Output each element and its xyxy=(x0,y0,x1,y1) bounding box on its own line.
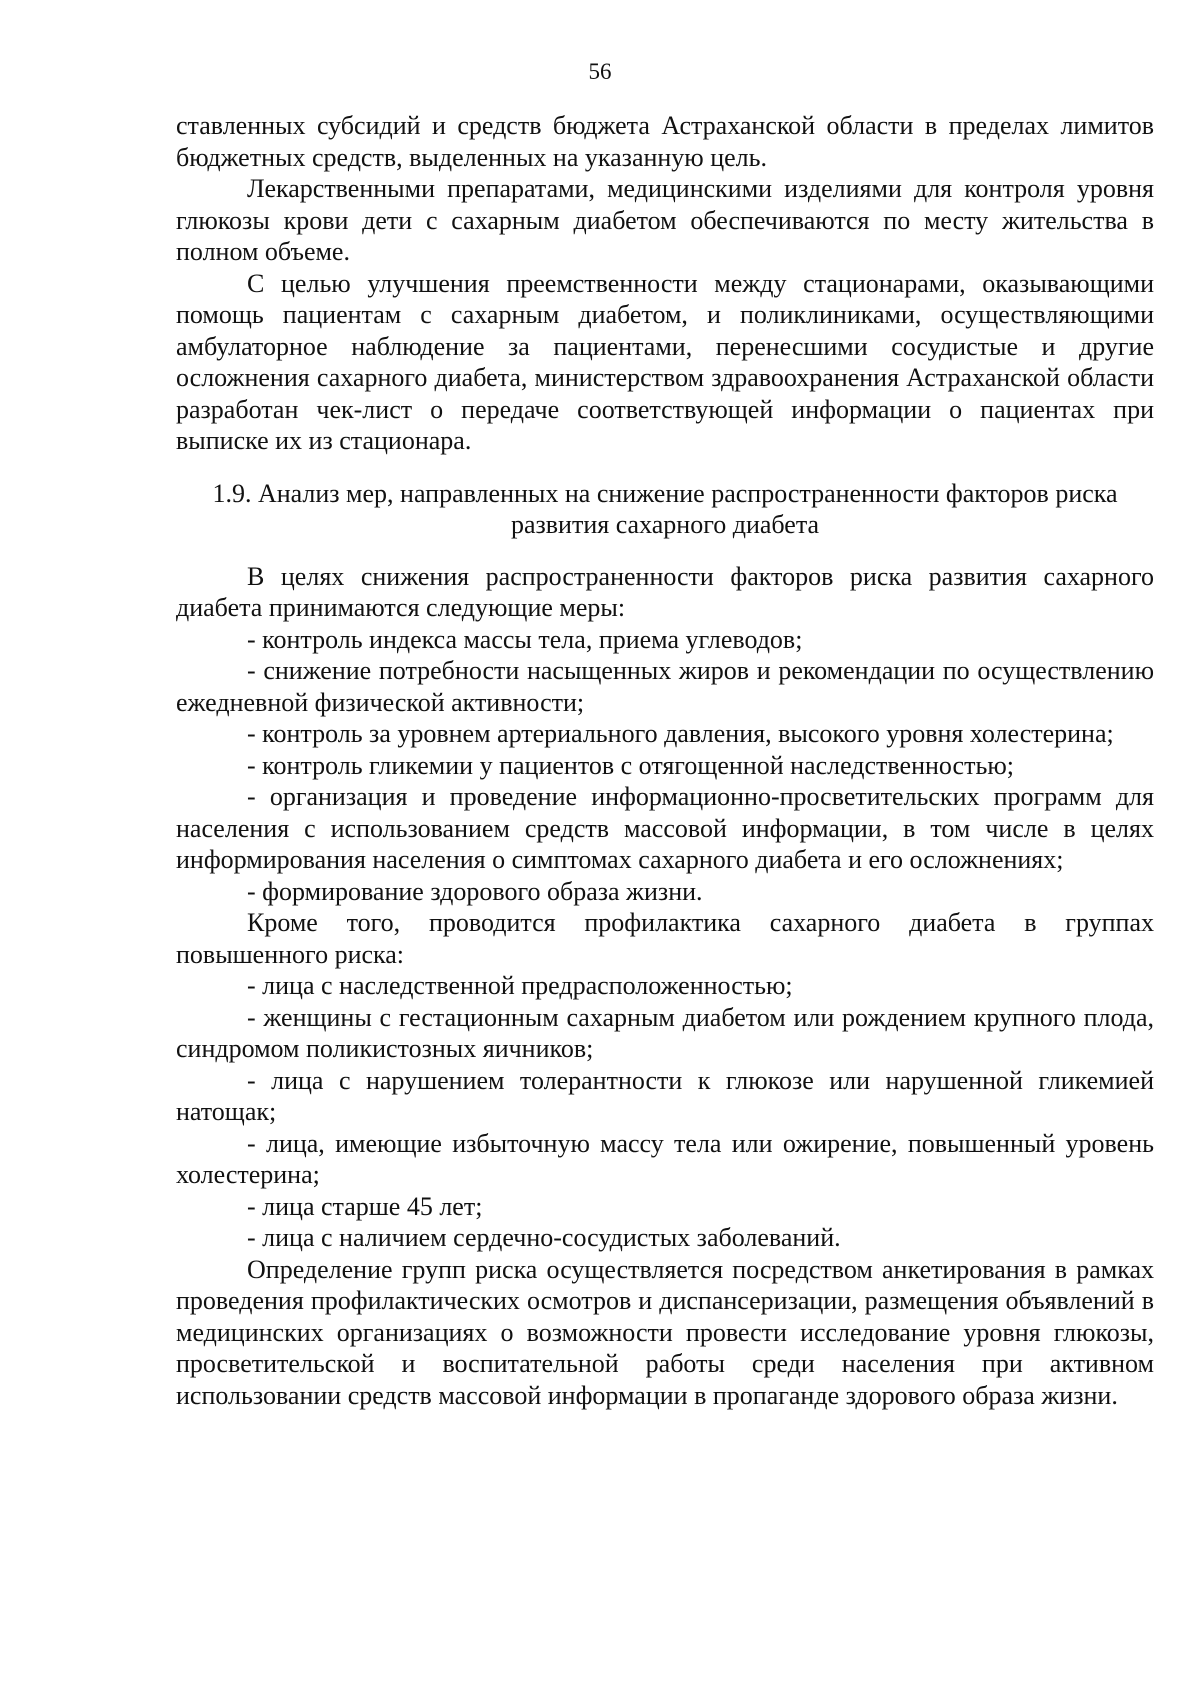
page-number: 56 xyxy=(588,59,612,84)
paragraph-medication-supply: Лекарственными препаратами, медицинскими изделиями для контроля уровня глюкозы крови дети с сахарным диабетом обеспечиваются по месту жительства в полном объеме. xyxy=(176,174,1154,266)
list-item-measure: - снижение потребности насыщенных жиров и рекомендации по осуществлению ежедневной физической активности; xyxy=(176,656,1154,717)
list-item-measure: - организация и проведение информационно-просветительских программ для населения с использованием средств массовой информации, в том числе в целях информирования населения о симптомах сахарного диабета и его осложнениях; xyxy=(176,782,1154,874)
list-item-risk-group: - лица с наследственной предрасположенностью; xyxy=(247,971,793,1000)
paragraph-measures-intro: В целях снижения распространенности факторов риска развития сахарного диабета принимаются следующие меры: xyxy=(176,561,1154,622)
list-item-measure: - контроль индекса массы тела, приема углеводов; xyxy=(247,624,803,654)
page-content xyxy=(176,110,1154,1411)
list-item-risk-group: - лица, имеющие избыточную массу тела или ожирение, повышенный уровень холестерина; xyxy=(176,1128,1154,1189)
section-heading: 1.9. Анализ мер, направленных на снижение распространенности факторов риска развития сахарного диабета xyxy=(212,478,1118,539)
list-item-measure: - формирование здорового образа жизни. xyxy=(247,876,703,906)
paragraph-checklist: С целью улучшения преемственности между стационарами, оказывающими помощь пациентам с сахарным диабетом, и поликлиниками, осуществляющими амбулаторное наблюдение за пациентами, перенесшими сосудистые и другие осложнения сахарного диабета, министерством здравоохранения Астраханской области разработан чек-лист о передаче соответствующей информации о пациентах при выписке их из стационара. xyxy=(176,268,1154,455)
list-item-measure: - контроль за уровнем артериального давления, высокого уровня холестерина; xyxy=(247,719,1114,748)
list-item-risk-group: - лица старше 45 лет; xyxy=(247,1191,483,1221)
list-item-risk-group: - лица с наличием сердечно-сосудистых заболеваний. xyxy=(247,1223,841,1252)
list-item-risk-group: - лица с нарушением толерантности к глюкозе или нарушенной гликемией натощак; xyxy=(176,1065,1154,1126)
list-item-risk-group: - женщины с гестационным сахарным диабетом или рождением крупного плода, синдромом поликистозных яичников; xyxy=(176,1002,1154,1063)
list-item-measure: - контроль гликемии у пациентов с отягощенной наследственностью; xyxy=(247,750,1014,780)
paragraph-risk-intro: Кроме того, проводится профилактика сахарного диабета в группах повышенного риска: xyxy=(176,908,1154,969)
paragraph-continuation: ставленных субсидий и средств бюджета Астраханской области в пределах лимитов бюджетных средств, выделенных на указанную цель. xyxy=(176,111,1154,172)
paragraph-closing: Определение групп риска осуществляется посредством анкетирования в рамках проведения профилактических осмотров и диспансеризации, размещения объявлений в медицинских организациях о возможности провести исследование уровня глюкозы, просветительской и воспитательной работы среди населения при активном использовании средств массовой информации в пропаганде здорового образа жизни. xyxy=(176,1254,1154,1410)
